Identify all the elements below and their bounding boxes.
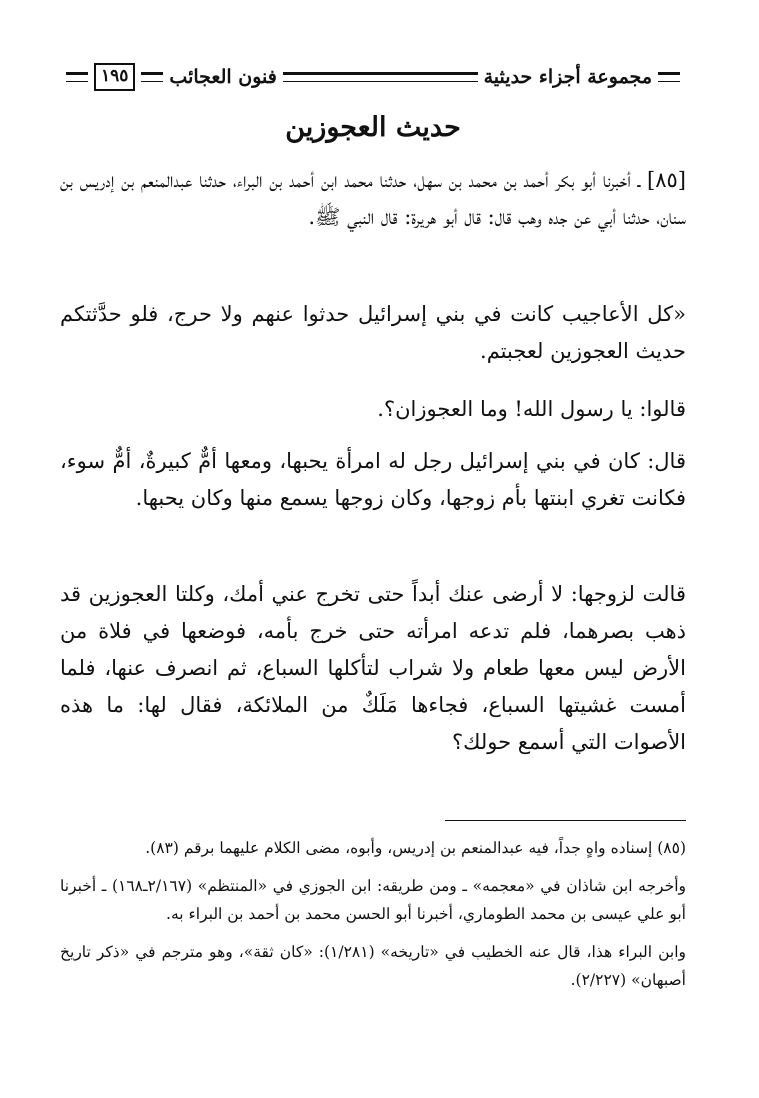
story-paragraph — [60, 443, 686, 517]
collection-title: مجموعة أجزاء حديثية — [483, 66, 652, 88]
header-rule-middle — [283, 72, 478, 82]
footnote-divider — [445, 820, 686, 821]
paragraph: «كل الأعاجيب كانت في بني إسرائيل حدثوا عنهم ولا حرج، فلو حدَّثتكم حديث العجوزين لعجبتم. — [60, 302, 686, 363]
footnote: وابن البراء هذا، قال عنه الخطيب في «تاريخه» (١/٢٨١): «كان ثقة»، وهو مترجم في «ذكر تاريخ أصبهان» (٢/٢٢٧). — [60, 943, 686, 989]
book-title: فنون العجائب — [169, 66, 277, 88]
chapter-title: حديث العجوزين — [285, 112, 461, 143]
footnotes — [60, 834, 686, 1004]
footnote: (٨٥) إسناده واهٍ جداً، فيه عبدالمنعم بن إدريس، وأبوه، مضى الكلام عليهما برقم (٨٣). — [145, 839, 686, 857]
paragraph: قالوا: يا رسول الله! وما العجوزان؟. — [377, 397, 686, 421]
header-rule-right — [658, 72, 680, 82]
page-number: ١٩٥ — [94, 63, 135, 91]
paragraph: قال: كان في بني إسرائيل رجل له امرأة يحبها، ومعها أمٌّ كبيرةٌ، أمٌّ سوء، فكانت تغري ابنتها بأم زوجها، وكان زوجها يسمع منها وكان يحبها. — [60, 449, 686, 510]
paragraph: [٨٥] ـ أخبرنا أبو بكر أحمد بن محمد بن سهل، حدثنا محمد ابن أحمد بن البراء، حدثنا عبدالمنعم بن إدريس بن سنان، حدثنا أبي عن جده وهب قال: قال أبو هريرة: قال النبي ﷺ. — [60, 168, 686, 229]
header-rule-left — [141, 72, 163, 82]
footnote: وأخرجه ابن شاذان في «معجمه» ـ ومن طريقه: ابن الجوزي في «المنتظم» (٢/١٦٧ـ١٦٨) ـ أخبرنا أبو علي عيسى بن محمد الطوماري، أخبرنا أبو الحسن محمد بن أحمد بن البراء به. — [60, 877, 686, 923]
hadith-text-paragraph — [60, 296, 686, 370]
story-continuation-paragraph — [60, 576, 686, 761]
running-header — [60, 60, 686, 94]
header-rule-edge — [66, 72, 88, 82]
hadith-isnad-paragraph — [60, 162, 686, 236]
question-paragraph — [60, 391, 686, 428]
paragraph: قالت لزوجها: لا أرضى عنك أبداً حتى تخرج عني أمك، وكلتا العجوزين قد ذهب بصرهما، فلم تدعه امرأته حتى خرج بأمه، فوضعها في فلاة من الأرض ليس معها طعام ولا شراب لتأكلها السباع، ثم انصرف عنها، فلما أمست غشيتها السباع، فجاءها مَلَكٌ من الملائكة، فقال لها: ما هذه الأصوات التي أسمع حولك؟ — [60, 582, 686, 754]
